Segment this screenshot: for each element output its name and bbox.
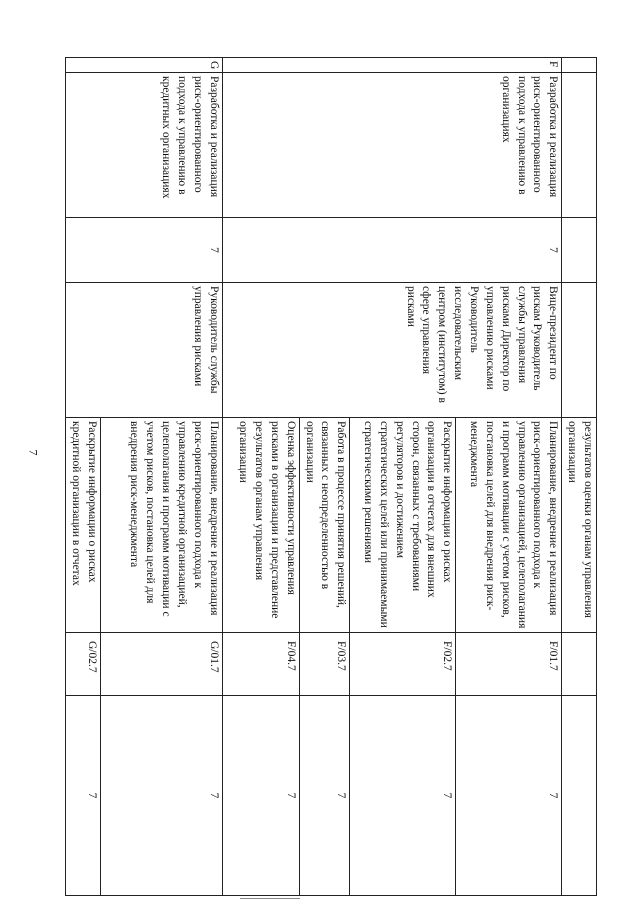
cell-code	[562, 58, 597, 73]
cell-level-G: 7	[65, 218, 222, 283]
cell-function-code: F/03.7	[299, 633, 350, 696]
rotated-table-wrapper	[69, 57, 597, 895]
cell-function-level: 7	[299, 696, 350, 896]
cell-function-code: G/01.7	[100, 633, 222, 696]
cell-function-level: 7	[100, 696, 222, 896]
table-row-F1	[456, 58, 562, 896]
cell-code-G: G	[65, 58, 222, 73]
cell-function-level: 7	[456, 696, 562, 896]
cell-labor-function: Раскрытие информации о рисках организации в отчетах для внешних сторон, связанных с требованиями регуляторов и достижением стратегических целей или принимаемыми стратегическими решениями	[350, 418, 456, 633]
table-row-G1	[100, 58, 222, 896]
cell-labor-function: Раскрытие информации о рисках кредитной организации в отчетах	[65, 418, 100, 633]
labor-functions-table	[65, 57, 597, 896]
cell-level-F: 7	[222, 218, 562, 283]
cell-function-level: 7	[222, 696, 299, 896]
cell-labor-function: Работа в процессе принятия решений, связанных с неопределенностью в организации	[299, 418, 350, 633]
cell-function-name-F: Разработка и реализация риск-ориентированного подхода к управлению в организациях	[222, 73, 562, 218]
cell-function-level	[562, 696, 597, 896]
cell-labor-function: Планирование, внедрение и реализация риск-ориентированного подхода к управлению кредитной организацией, целеполагания и программ мотивации с учетом рисков, постановка целей для внедрения риск-менеджмента	[100, 418, 222, 633]
cell-labor-function: Оценка эффективности управления рисками в организации и представление результатов органам управления организации	[222, 418, 299, 633]
cell-function-code: G/02.7	[65, 633, 100, 696]
cell-labor-function: Планирование, внедрение и реализация риск-ориентированного подхода к управлению организацией, целеполагания и программ мотивации с учетом рисков, постановка целей для внедрения риск-менеджмента	[456, 418, 562, 633]
cell-function-code: F/01.7	[456, 633, 562, 696]
cell-function-code: F/04.7	[222, 633, 299, 696]
cell-function-level: 7	[350, 696, 456, 896]
cell-function-code: F/02.7	[350, 633, 456, 696]
cell-function-level: 7	[65, 696, 100, 896]
cell-level	[562, 218, 597, 283]
cell-positions	[562, 283, 597, 418]
cell-labor-function: результатов оценки органам управления организации	[562, 418, 597, 633]
cell-function-code	[562, 633, 597, 696]
cell-function-name-G: Разработка и реализация риск-ориентированного подхода к управлению в кредитных организациях	[65, 73, 222, 218]
scan-edge-line	[240, 898, 300, 899]
page-number: 7	[26, 449, 41, 456]
table-row-continuation	[562, 58, 597, 896]
cell-positions-G: Руководитель службы управления рисками	[65, 283, 222, 418]
cell-code-F: F	[222, 58, 562, 73]
cell-function-name	[562, 73, 597, 218]
cell-positions-F: Вице-президент по рискам Руководитель службы управления рисками Директор по управлению рисками Руководитель исследовательским центром (институтом) в сфере управления рисками	[222, 283, 562, 418]
